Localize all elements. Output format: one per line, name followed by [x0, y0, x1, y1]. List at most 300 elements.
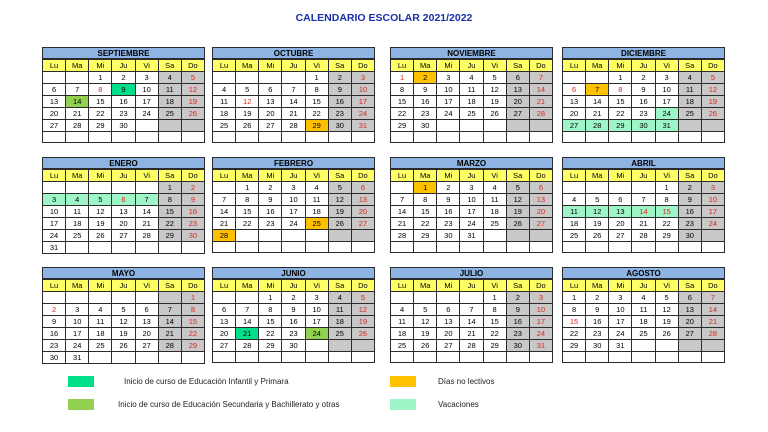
- day-cell: 8: [483, 304, 506, 316]
- day-cell: 3: [282, 182, 305, 194]
- day-cell: [678, 352, 701, 363]
- day-cell: 8: [391, 84, 414, 96]
- day-cell: 21: [632, 218, 655, 230]
- day-cell: 10: [655, 84, 678, 96]
- day-cell: 26: [328, 218, 351, 230]
- day-cell: [259, 230, 282, 242]
- day-cell: 14: [586, 96, 609, 108]
- day-cell: 5: [351, 292, 374, 304]
- day-cell: 29: [563, 340, 586, 352]
- day-cell: 26: [506, 218, 529, 230]
- day-cell: [112, 132, 135, 143]
- day-cell: [483, 120, 506, 132]
- day-cell: [236, 292, 259, 304]
- day-cell: 26: [483, 108, 506, 120]
- day-cell: [236, 230, 259, 242]
- day-cell: 27: [678, 328, 701, 340]
- day-cell: 8: [414, 194, 437, 206]
- day-cell: 13: [437, 316, 460, 328]
- day-cell: 6: [259, 84, 282, 96]
- day-cell: 12: [701, 84, 724, 96]
- weekday-header: Lu: [391, 170, 414, 182]
- day-cell: 23: [328, 108, 351, 120]
- day-cell: 7: [391, 194, 414, 206]
- weekday-header: Mi: [259, 170, 282, 182]
- day-cell: 19: [112, 328, 135, 340]
- day-cell: 23: [181, 218, 204, 230]
- day-cell: [460, 352, 483, 363]
- day-cell: 21: [460, 328, 483, 340]
- day-cell: 13: [43, 96, 66, 108]
- month-octubre: [212, 47, 375, 143]
- day-cell: [632, 132, 655, 143]
- day-cell: [282, 352, 305, 363]
- day-cell: 30: [586, 340, 609, 352]
- weekday-header: Vi: [305, 170, 328, 182]
- day-cell: 24: [609, 328, 632, 340]
- legend-swatch-infantil: [68, 376, 94, 387]
- day-cell: 11: [328, 304, 351, 316]
- day-cell: 26: [586, 230, 609, 242]
- day-cell: 7: [213, 194, 236, 206]
- legend-label-secundaria: Inicio de curso de Educación Secundaria y Bachillerato y otras: [118, 400, 340, 409]
- day-cell: 17: [460, 206, 483, 218]
- day-cell: [43, 292, 66, 304]
- weekday-header: Ju: [112, 60, 135, 72]
- day-cell: [678, 340, 701, 352]
- day-cell: 9: [259, 194, 282, 206]
- weekday-header: Ma: [66, 60, 89, 72]
- day-cell: 15: [414, 206, 437, 218]
- day-cell: 2: [506, 292, 529, 304]
- day-cell: 21: [213, 218, 236, 230]
- day-cell: 21: [701, 316, 724, 328]
- day-cell: 9: [437, 194, 460, 206]
- day-cell: 19: [586, 218, 609, 230]
- day-cell: 5: [89, 194, 112, 206]
- weekday-header: Ma: [236, 170, 259, 182]
- day-cell: [414, 132, 437, 143]
- day-cell: 3: [66, 304, 89, 316]
- month-title: MARZO: [390, 157, 553, 169]
- month-title: OCTUBRE: [212, 47, 375, 59]
- day-cell: 13: [529, 194, 552, 206]
- day-cell: 21: [66, 108, 89, 120]
- day-cell: [89, 242, 112, 254]
- day-cell: 14: [236, 316, 259, 328]
- weekday-header: Lu: [43, 280, 66, 292]
- day-cell: 17: [701, 206, 724, 218]
- day-cell: 7: [236, 304, 259, 316]
- weekday-header: Ju: [460, 280, 483, 292]
- day-cell: [586, 132, 609, 143]
- day-cell: 18: [213, 108, 236, 120]
- day-cell: [701, 132, 724, 143]
- day-cell: [181, 352, 204, 364]
- day-cell: [586, 242, 609, 253]
- day-cell: 7: [460, 304, 483, 316]
- day-cell: 19: [483, 96, 506, 108]
- day-cell: 7: [632, 194, 655, 206]
- weekday-header: Lu: [391, 60, 414, 72]
- day-cell: 15: [305, 96, 328, 108]
- day-cell: [66, 242, 89, 254]
- day-cell: 22: [414, 218, 437, 230]
- day-cell: 28: [529, 108, 552, 120]
- day-cell: 27: [609, 230, 632, 242]
- day-cell: 1: [259, 292, 282, 304]
- month-abril: [562, 157, 725, 253]
- weekday-header: Sa: [506, 60, 529, 72]
- day-cell: 5: [328, 182, 351, 194]
- day-cell: 10: [609, 304, 632, 316]
- page-title: CALENDARIO ESCOLAR 2021/2022: [295, 12, 473, 24]
- weekday-header: Ma: [66, 280, 89, 292]
- day-cell: [66, 72, 89, 84]
- day-cell: 27: [437, 340, 460, 352]
- day-cell: 1: [609, 72, 632, 84]
- month-title: DICIEMBRE: [562, 47, 725, 59]
- month-title: AGOSTO: [562, 267, 725, 279]
- weekday-header: Ma: [586, 60, 609, 72]
- weekday-header: Lu: [391, 280, 414, 292]
- weekday-header: Do: [351, 170, 374, 182]
- weekday-header: Ma: [414, 60, 437, 72]
- day-cell: 17: [437, 96, 460, 108]
- day-cell: 22: [158, 218, 181, 230]
- day-cell: 21: [391, 218, 414, 230]
- weekday-header: Vi: [135, 60, 158, 72]
- day-cell: 10: [135, 84, 158, 96]
- day-cell: 12: [89, 206, 112, 218]
- day-cell: 17: [66, 328, 89, 340]
- month-febrero: [212, 157, 375, 253]
- weekday-header: Ju: [282, 60, 305, 72]
- weekday-header: Ma: [66, 170, 89, 182]
- day-cell: 17: [609, 316, 632, 328]
- day-cell: 15: [483, 316, 506, 328]
- weekday-header: Mi: [609, 60, 632, 72]
- day-cell: 24: [351, 108, 374, 120]
- day-cell: [655, 340, 678, 352]
- day-cell: 8: [236, 194, 259, 206]
- day-cell: [678, 120, 701, 132]
- day-cell: [213, 72, 236, 84]
- weekday-header: Ju: [632, 170, 655, 182]
- day-cell: 29: [414, 230, 437, 242]
- day-cell: [563, 352, 586, 363]
- legend-label-vacaciones: Vacaciones: [438, 400, 479, 409]
- day-cell: 11: [158, 84, 181, 96]
- day-cell: 31: [529, 340, 552, 352]
- day-cell: 10: [351, 84, 374, 96]
- day-cell: 9: [586, 304, 609, 316]
- day-cell: 2: [414, 72, 437, 84]
- day-cell: 17: [305, 316, 328, 328]
- legend-label-no-lectivos: Días no lectivos: [438, 377, 495, 386]
- weekday-header: Sa: [328, 170, 351, 182]
- legend-swatch-no-lectivos: [390, 376, 416, 387]
- day-cell: 19: [701, 96, 724, 108]
- day-cell: 28: [158, 340, 181, 352]
- day-cell: 25: [483, 218, 506, 230]
- day-cell: 14: [66, 96, 89, 108]
- day-cell: 6: [213, 304, 236, 316]
- day-cell: 30: [414, 120, 437, 132]
- day-cell: [483, 230, 506, 242]
- day-cell: 23: [259, 218, 282, 230]
- weekday-header: Lu: [563, 280, 586, 292]
- weekday-header: Do: [701, 280, 724, 292]
- day-cell: 31: [43, 242, 66, 254]
- day-cell: 21: [586, 108, 609, 120]
- day-cell: 4: [483, 182, 506, 194]
- day-cell: 18: [563, 218, 586, 230]
- day-cell: 25: [89, 340, 112, 352]
- day-cell: 11: [213, 96, 236, 108]
- day-cell: [158, 120, 181, 132]
- day-cell: 23: [43, 340, 66, 352]
- day-cell: 12: [506, 194, 529, 206]
- day-cell: 21: [236, 328, 259, 340]
- day-cell: [305, 242, 328, 253]
- day-cell: 19: [351, 316, 374, 328]
- day-cell: 29: [391, 120, 414, 132]
- day-cell: 16: [43, 328, 66, 340]
- day-cell: 22: [259, 328, 282, 340]
- day-cell: [236, 72, 259, 84]
- day-cell: [135, 182, 158, 194]
- day-cell: [506, 352, 529, 363]
- day-cell: 23: [282, 328, 305, 340]
- day-cell: 29: [158, 230, 181, 242]
- day-cell: 11: [678, 84, 701, 96]
- day-cell: 24: [460, 218, 483, 230]
- day-cell: 15: [563, 316, 586, 328]
- day-cell: 30: [632, 120, 655, 132]
- day-cell: [236, 242, 259, 253]
- day-cell: [460, 242, 483, 253]
- day-cell: [158, 292, 181, 304]
- day-cell: [305, 352, 328, 363]
- weekday-header: Do: [351, 60, 374, 72]
- weekday-header: Mi: [259, 60, 282, 72]
- day-cell: [391, 242, 414, 253]
- day-cell: [632, 182, 655, 194]
- month-diciembre: [562, 47, 725, 143]
- day-cell: 2: [112, 72, 135, 84]
- day-cell: 31: [351, 120, 374, 132]
- day-cell: [563, 72, 586, 84]
- day-cell: [414, 352, 437, 363]
- day-cell: 26: [414, 340, 437, 352]
- day-cell: [43, 72, 66, 84]
- day-cell: 13: [506, 84, 529, 96]
- day-cell: 19: [236, 108, 259, 120]
- day-cell: [437, 352, 460, 363]
- day-cell: [328, 340, 351, 352]
- day-cell: 28: [586, 120, 609, 132]
- day-cell: [213, 132, 236, 143]
- day-cell: [483, 242, 506, 253]
- day-cell: 23: [678, 218, 701, 230]
- day-cell: [328, 230, 351, 242]
- day-cell: [437, 242, 460, 253]
- day-cell: 12: [351, 304, 374, 316]
- day-cell: 3: [460, 182, 483, 194]
- day-cell: 27: [506, 108, 529, 120]
- weekday-header: Ju: [460, 60, 483, 72]
- weekday-header: Mi: [89, 60, 112, 72]
- weekday-header: Mi: [89, 280, 112, 292]
- day-cell: [632, 242, 655, 253]
- day-cell: 4: [66, 194, 89, 206]
- day-cell: 20: [43, 108, 66, 120]
- day-cell: 5: [414, 304, 437, 316]
- day-cell: 13: [135, 316, 158, 328]
- day-cell: 28: [213, 230, 236, 242]
- day-cell: 30: [678, 230, 701, 242]
- day-cell: 10: [305, 304, 328, 316]
- day-cell: [112, 352, 135, 364]
- day-cell: 31: [66, 352, 89, 364]
- day-cell: 14: [460, 316, 483, 328]
- day-cell: [678, 132, 701, 143]
- day-cell: 4: [305, 182, 328, 194]
- day-cell: 22: [483, 328, 506, 340]
- day-cell: 25: [158, 108, 181, 120]
- month-title: MAYO: [42, 267, 205, 279]
- day-cell: 4: [563, 194, 586, 206]
- day-cell: 28: [460, 340, 483, 352]
- day-cell: 13: [609, 206, 632, 218]
- day-cell: 17: [135, 96, 158, 108]
- day-cell: 19: [506, 206, 529, 218]
- day-cell: 3: [437, 72, 460, 84]
- weekday-header: Do: [351, 280, 374, 292]
- day-cell: 29: [609, 120, 632, 132]
- day-cell: 28: [632, 230, 655, 242]
- weekday-header: Vi: [135, 280, 158, 292]
- day-cell: 25: [66, 230, 89, 242]
- month-agosto: [562, 267, 725, 363]
- day-cell: [483, 352, 506, 363]
- day-cell: [655, 132, 678, 143]
- day-cell: 19: [655, 316, 678, 328]
- day-cell: 6: [43, 84, 66, 96]
- legend-label-infantil: Inicio de curso de Educación Infantil y Primara: [124, 377, 289, 386]
- day-cell: 28: [391, 230, 414, 242]
- day-cell: [609, 182, 632, 194]
- day-cell: [89, 292, 112, 304]
- day-cell: [563, 182, 586, 194]
- month-title: FEBRERO: [212, 157, 375, 169]
- weekday-header: Sa: [328, 60, 351, 72]
- day-cell: 1: [483, 292, 506, 304]
- day-cell: 7: [135, 194, 158, 206]
- day-cell: [483, 132, 506, 143]
- weekday-header: Vi: [305, 280, 328, 292]
- weekday-header: Vi: [655, 60, 678, 72]
- day-cell: 9: [414, 84, 437, 96]
- day-cell: 4: [158, 72, 181, 84]
- day-cell: 1: [158, 182, 181, 194]
- day-cell: 18: [89, 328, 112, 340]
- day-cell: 26: [181, 108, 204, 120]
- weekday-header: Vi: [483, 60, 506, 72]
- day-cell: 11: [66, 206, 89, 218]
- day-cell: 23: [437, 218, 460, 230]
- day-cell: [43, 132, 66, 143]
- day-cell: 29: [655, 230, 678, 242]
- day-cell: [89, 132, 112, 143]
- day-cell: 12: [414, 316, 437, 328]
- day-cell: 4: [391, 304, 414, 316]
- day-cell: [351, 242, 374, 253]
- day-cell: 12: [181, 84, 204, 96]
- day-cell: [135, 292, 158, 304]
- weekday-header: Do: [529, 280, 552, 292]
- weekday-header: Sa: [158, 60, 181, 72]
- day-cell: 15: [259, 316, 282, 328]
- day-cell: 31: [609, 340, 632, 352]
- day-cell: 31: [655, 120, 678, 132]
- day-cell: [213, 242, 236, 253]
- day-cell: [213, 352, 236, 363]
- day-cell: 23: [632, 108, 655, 120]
- day-cell: 17: [282, 206, 305, 218]
- day-cell: 12: [112, 316, 135, 328]
- day-cell: 11: [391, 316, 414, 328]
- weekday-header: Sa: [158, 280, 181, 292]
- day-cell: 27: [259, 120, 282, 132]
- day-cell: 5: [181, 72, 204, 84]
- day-cell: 28: [701, 328, 724, 340]
- day-cell: 4: [632, 292, 655, 304]
- day-cell: 12: [328, 194, 351, 206]
- day-cell: [701, 340, 724, 352]
- day-cell: 30: [282, 340, 305, 352]
- day-cell: 16: [437, 206, 460, 218]
- day-cell: 16: [181, 206, 204, 218]
- day-cell: [112, 242, 135, 254]
- weekday-header: Mi: [259, 280, 282, 292]
- day-cell: [43, 182, 66, 194]
- day-cell: [391, 292, 414, 304]
- day-cell: 16: [506, 316, 529, 328]
- weekday-header: Sa: [678, 170, 701, 182]
- day-cell: 26: [236, 120, 259, 132]
- weekday-header: Vi: [305, 60, 328, 72]
- day-cell: 11: [632, 304, 655, 316]
- day-cell: 25: [460, 108, 483, 120]
- day-cell: 5: [236, 84, 259, 96]
- weekday-header: Ma: [586, 170, 609, 182]
- day-cell: 1: [414, 182, 437, 194]
- day-cell: 22: [236, 218, 259, 230]
- day-cell: [609, 352, 632, 363]
- day-cell: 11: [460, 84, 483, 96]
- day-cell: 13: [213, 316, 236, 328]
- day-cell: [460, 292, 483, 304]
- day-cell: 13: [678, 304, 701, 316]
- day-cell: [158, 132, 181, 143]
- day-cell: 2: [259, 182, 282, 194]
- day-cell: 20: [529, 206, 552, 218]
- day-cell: [89, 352, 112, 364]
- day-cell: [437, 292, 460, 304]
- day-cell: 2: [437, 182, 460, 194]
